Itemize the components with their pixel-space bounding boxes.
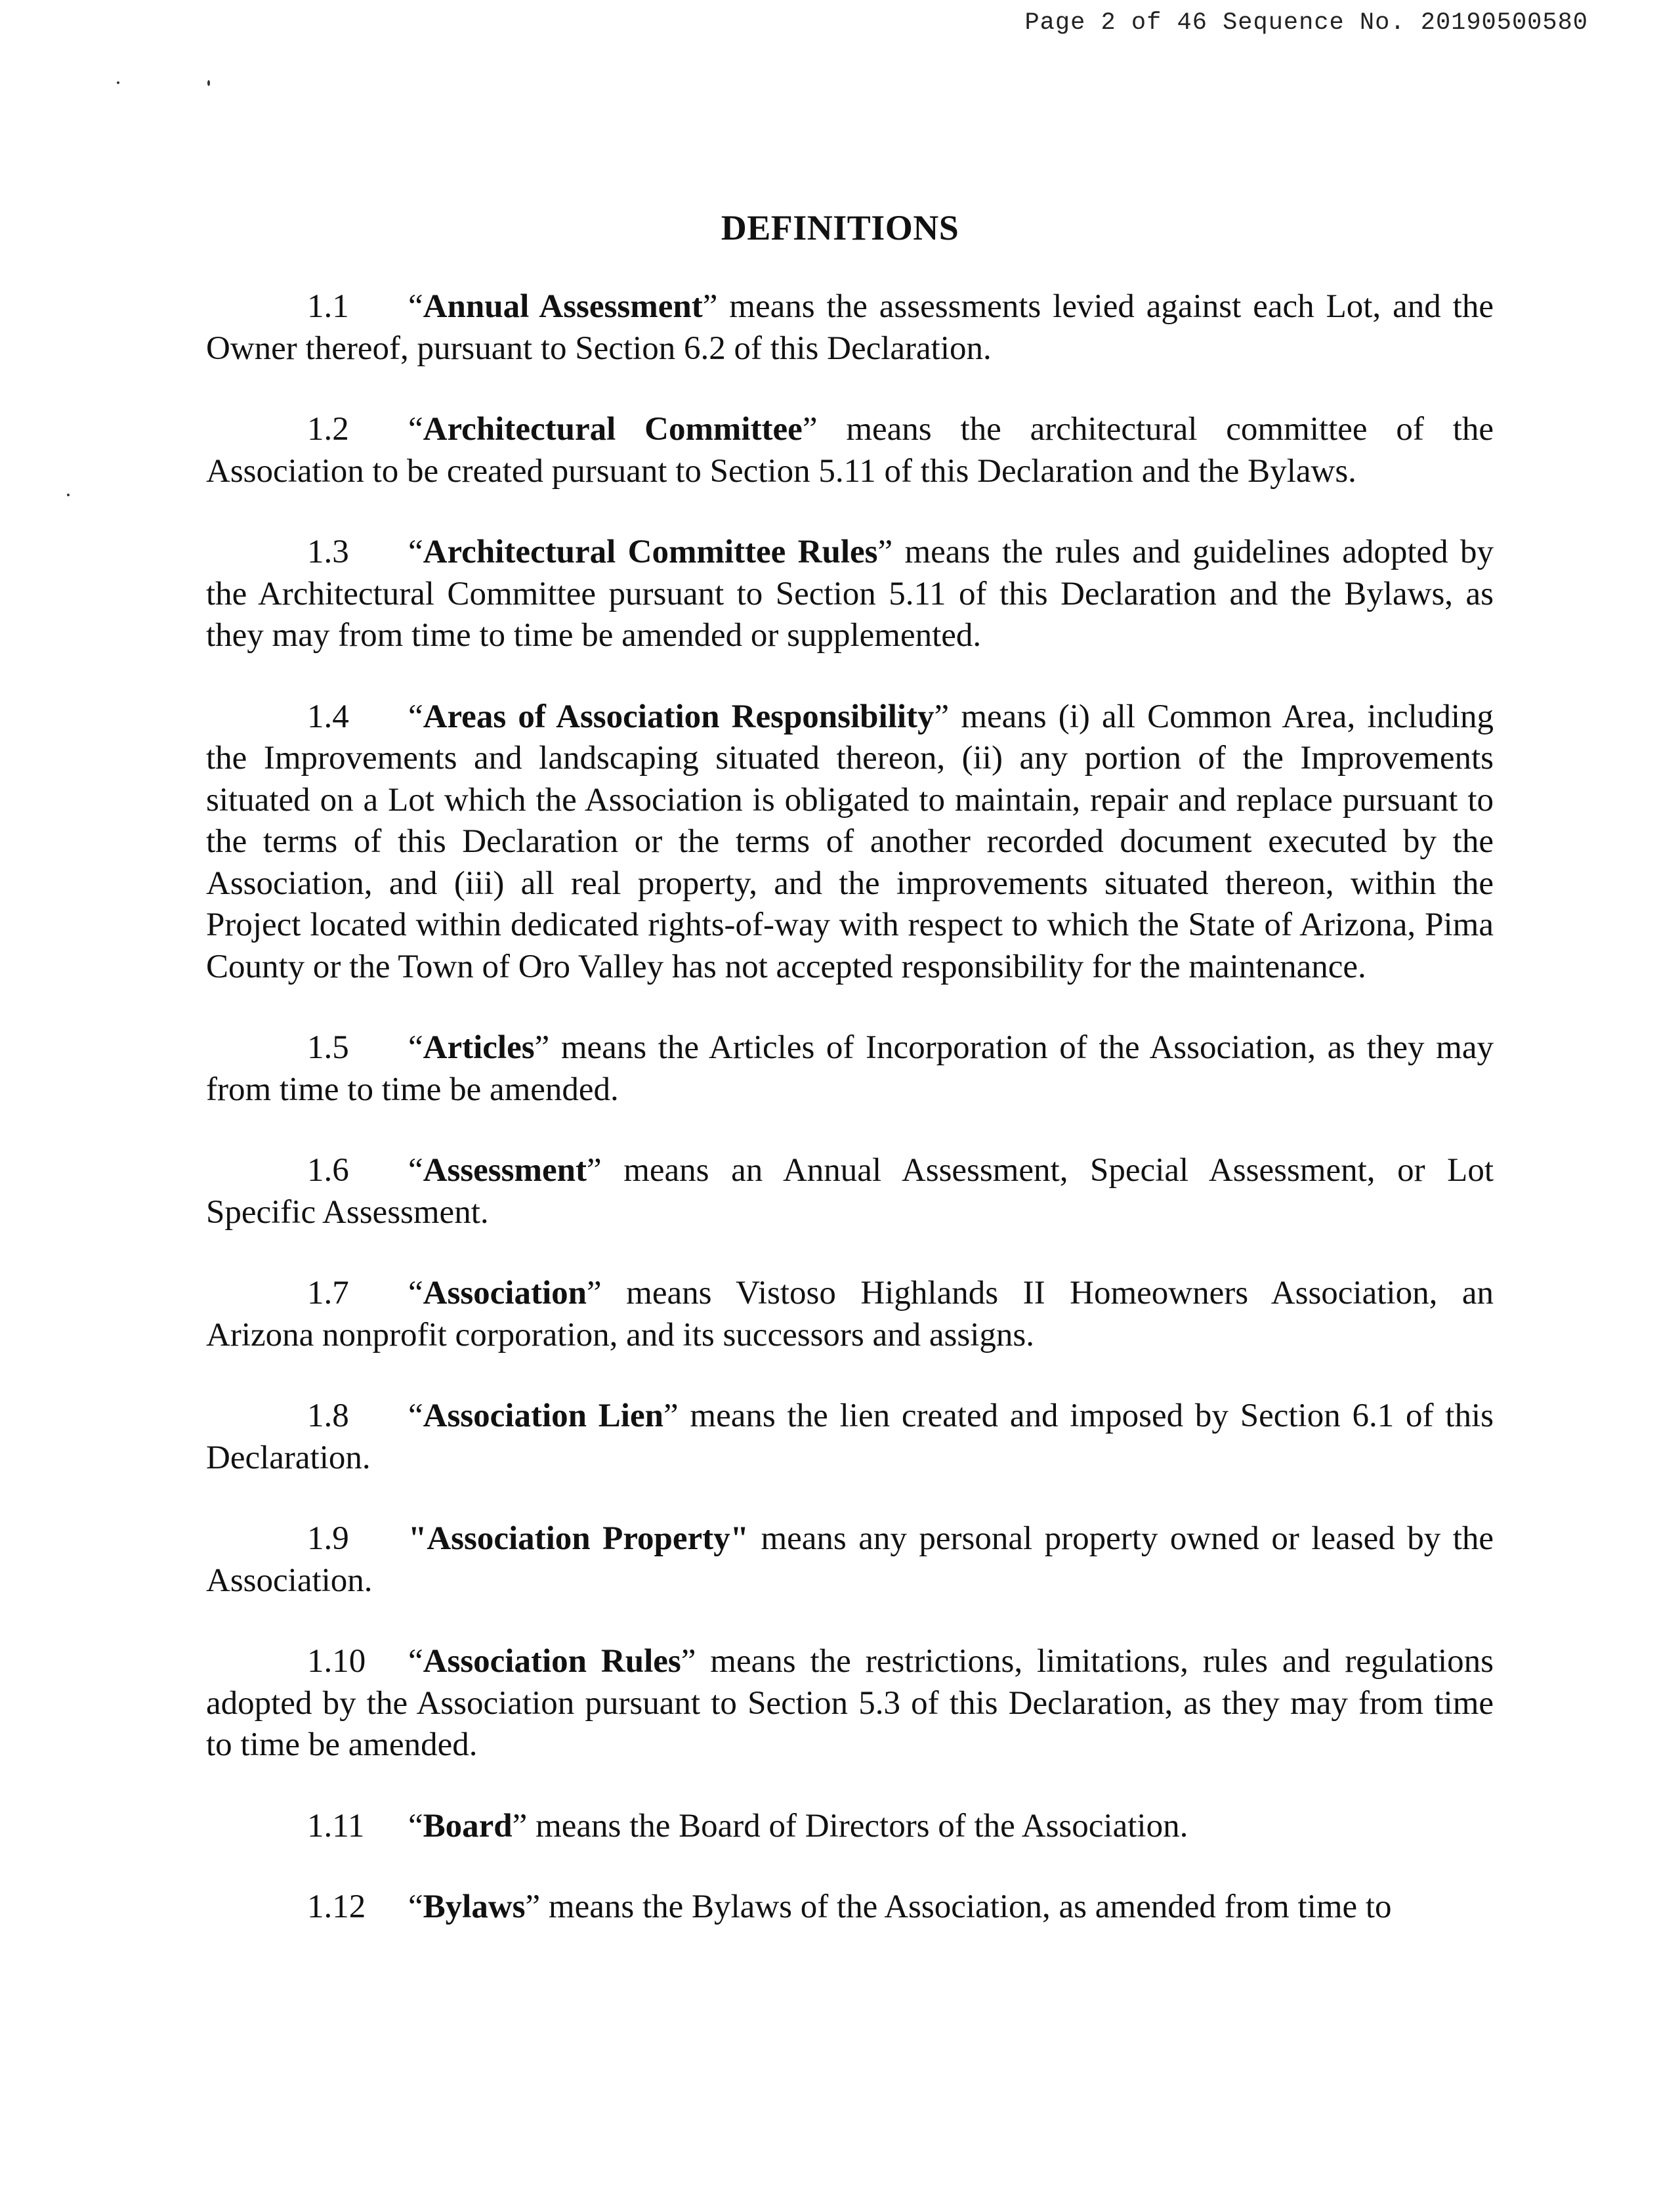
close-quote: " <box>730 1520 749 1557</box>
defined-term: Association Lien <box>423 1397 663 1434</box>
open-quote: “ <box>408 1397 423 1434</box>
open-quote: “ <box>408 698 423 735</box>
close-quote: ” <box>587 1275 602 1311</box>
defined-term: Architectural Committee <box>423 411 803 448</box>
section-number: 1.10 <box>307 1643 366 1680</box>
open-quote: “ <box>408 1275 423 1311</box>
definition-text: means the Articles of Incorporation of the Association, as they may from time to time be amended. <box>206 1029 1494 1108</box>
close-quote: ” <box>877 534 893 570</box>
section-number: 1.3 <box>307 534 349 570</box>
definition-text: means the rules and guidelines adopted by the Architectural Committee pursuant to Section 5.11 of this Declaration and the Bylaws, as they may from time to time be amended or supplemented. <box>206 534 1494 654</box>
defined-term: Annual Assessment <box>423 288 703 325</box>
close-quote: ” <box>934 698 950 735</box>
close-quote: ” <box>586 1152 602 1189</box>
definition-paragraph <box>206 1396 1494 1479</box>
defined-term: Association Rules <box>423 1643 681 1680</box>
definition-text: means (i) all Common Area, including the Improvements and landscaping situated thereon, (ii) any portion of the Improvements situated on a Lot which the Association is obligated to maintain, repair and replace pursuant to the terms of this Declaration or the terms of another recorded document executed by the Association, and (iii) all real property, and the improvements situated thereon, within the Project located within dedicated rights-of-way with respect to which the State of Arizona, Pima County or the Town of Oro Valley has not accepted responsibility for the maintenance. <box>206 698 1494 985</box>
close-quote: ” <box>512 1807 528 1844</box>
scan-speck <box>207 80 210 86</box>
definition-paragraph <box>206 1273 1494 1356</box>
definition-text: means the assessments levied against each Lot, and the Owner thereof, pursuant to Section 6.2 of this Declaration. <box>206 288 1494 367</box>
definition-text: means Vistoso Highlands II Homeowners Association, an Arizona nonprofit corporation, and its successors and assigns. <box>206 1275 1494 1353</box>
defined-term: Board <box>423 1807 513 1844</box>
page-sequence-stamp: Page 2 of 46 Sequence No. 20190500580 <box>1024 9 1588 37</box>
section-number: 1.6 <box>307 1152 349 1189</box>
open-quote: “ <box>408 1807 423 1844</box>
section-number: 1.11 <box>307 1807 365 1844</box>
close-quote: ” <box>681 1643 696 1680</box>
open-quote: “ <box>408 534 423 570</box>
definition-text: means the restrictions, limitations, rules and regulations adopted by the Association pursuant to Section 5.3 of this Declaration, as they may from time to time be amended. <box>206 1643 1494 1763</box>
definition-paragraph <box>206 409 1494 492</box>
section-number: 1.8 <box>307 1397 349 1434</box>
open-quote: “ <box>408 1029 423 1066</box>
definitions-list <box>206 286 1494 1968</box>
close-quote: ” <box>534 1029 550 1066</box>
definition-paragraph <box>206 1641 1494 1766</box>
open-quote: “ <box>408 1888 423 1925</box>
close-quote: ” <box>525 1888 541 1925</box>
section-number: 1.1 <box>307 288 349 325</box>
section-number: 1.12 <box>307 1888 366 1925</box>
close-quote: ” <box>663 1397 679 1434</box>
definition-text: means the Bylaws of the Association, as amended from time to <box>540 1888 1392 1925</box>
close-quote: ” <box>702 288 718 325</box>
definition-paragraph <box>206 1518 1494 1602</box>
open-quote: “ <box>408 1643 423 1680</box>
scan-speck <box>67 494 70 496</box>
defined-term: Association <box>423 1275 587 1311</box>
page-title: DEFINITIONS <box>721 208 959 247</box>
open-quote: “ <box>408 288 423 325</box>
close-quote: ” <box>802 411 818 448</box>
definition-text: means the lien created and imposed by Section 6.1 of this Declaration. <box>206 1397 1494 1476</box>
open-quote: " <box>408 1520 427 1557</box>
defined-term: Architectural Committee Rules <box>423 534 878 570</box>
defined-term: Bylaws <box>423 1888 526 1925</box>
definition-text: means the architectural committee of the Association to be created pursuant to Section 5.11 of this Declaration and the Bylaws. <box>206 411 1494 490</box>
defined-term: Assessment <box>423 1152 587 1189</box>
defined-term: Articles <box>423 1029 535 1066</box>
open-quote: “ <box>408 411 423 448</box>
defined-term: Association Property <box>427 1520 730 1557</box>
definition-text: means an Annual Assessment, Special Assessment, or Lot Specific Assessment. <box>206 1152 1494 1231</box>
scan-speck <box>117 81 119 84</box>
open-quote: “ <box>408 1152 423 1189</box>
section-number: 1.7 <box>307 1275 349 1311</box>
definition-paragraph <box>206 1806 1494 1848</box>
definition-paragraph <box>206 286 1494 370</box>
definition-paragraph <box>206 1886 1494 1929</box>
definition-paragraph <box>206 1150 1494 1233</box>
definition-paragraph <box>206 1027 1494 1111</box>
definition-paragraph <box>206 532 1494 657</box>
definition-paragraph <box>206 696 1494 989</box>
definition-text: means the Board of Directors of the Association. <box>527 1807 1188 1844</box>
section-number: 1.9 <box>307 1520 349 1557</box>
defined-term: Areas of Association Responsibility <box>423 698 934 735</box>
section-number: 1.2 <box>307 411 349 448</box>
section-number: 1.5 <box>307 1029 349 1066</box>
definition-text: means any personal property owned or leased by the Association. <box>206 1520 1494 1599</box>
section-number: 1.4 <box>307 698 349 735</box>
